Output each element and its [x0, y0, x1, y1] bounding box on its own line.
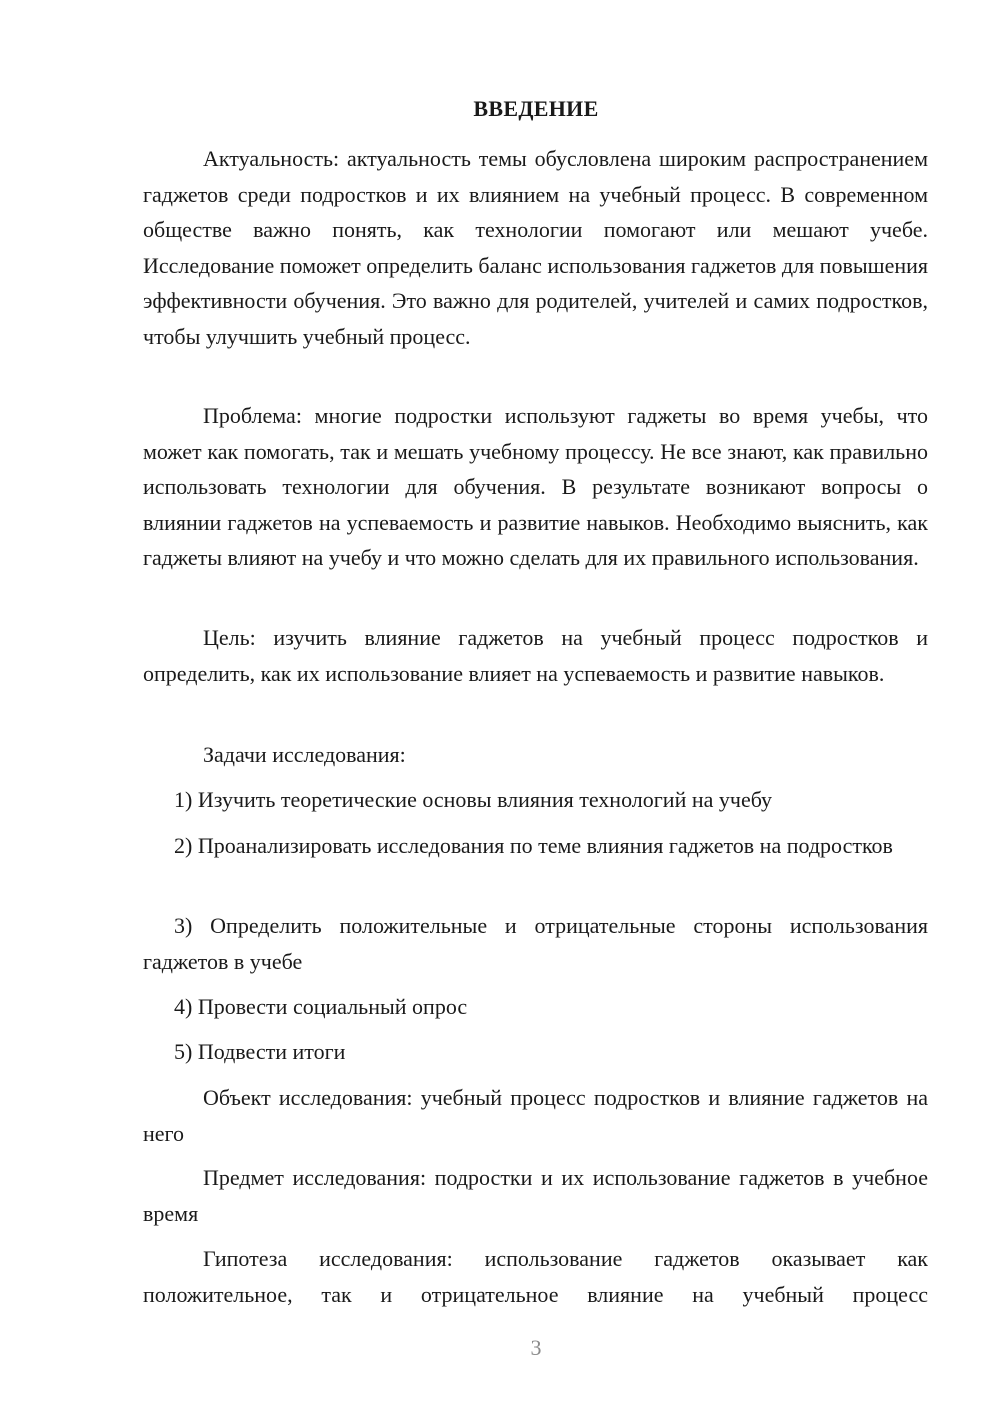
tasks-heading: Задачи исследования: — [203, 742, 406, 767]
hypothesis-paragraph: Гипотеза исследования: использование гаджетов оказывает как положительное, так и отрицательное влияние на учебный процесс — [143, 1246, 928, 1307]
relevance-paragraph: Актуальность: актуальность темы обусловлена широким распространением гаджетов среди подростков и их влиянием на учебный процесс. В современном обществе важно понять, как технологии помогают или мешают учебе. Исследование поможет определить баланс использования гаджетов для повышения эффективности обучения. Это важно для родителей, учителей и самих подростков, чтобы улучшить учебный процесс. — [143, 146, 928, 349]
subject-paragraph: Предмет исследования: подростки и их использование гаджетов в учебное время — [143, 1165, 928, 1226]
task-item: 3) Определить положительные и отрицательные стороны использования гаджетов в учебе — [143, 913, 928, 974]
page-number: 3 — [530, 1335, 542, 1360]
goal-paragraph: Цель: изучить влияние гаджетов на учебный процесс подростков и определить, как их использование влияет на успеваемость и развитие навыков. — [143, 625, 928, 686]
task-item: 5) Подвести итоги — [174, 1039, 346, 1064]
page-title: ВВЕДЕНИЕ — [473, 96, 599, 121]
task-item: 2) Проанализировать исследования по теме влияния гаджетов на подростков — [174, 833, 893, 858]
object-paragraph: Объект исследования: учебный процесс подростков и влияние гаджетов на него — [143, 1085, 928, 1146]
task-item: 1) Изучить теоретические основы влияния технологий на учебу — [174, 787, 773, 812]
problem-paragraph: Проблема: многие подростки используют гаджеты во время учебы, что может как помогать, так и мешать учебному процессу. Не все знают, как правильно использовать технологии для обучения. В результате возникают вопросы о влиянии гаджетов на успеваемость и развитие навыков. Необходимо выяснить, как гаджеты влияют на учебу и что можно сделать для их правильного использования. — [143, 403, 928, 570]
task-item: 4) Провести социальный опрос — [174, 994, 468, 1019]
